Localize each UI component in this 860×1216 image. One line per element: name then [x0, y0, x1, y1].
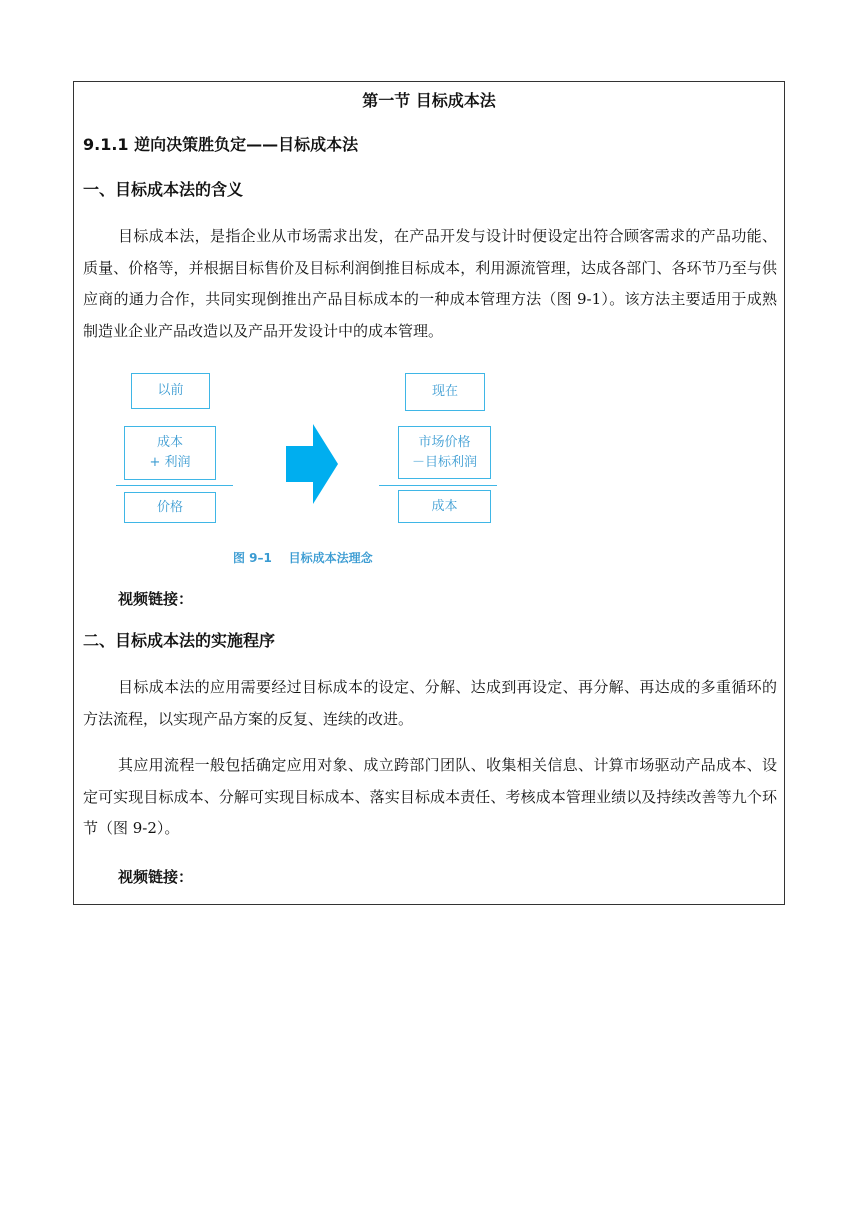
section-title: 第一节 目标成本法	[362, 91, 496, 110]
part2-paragraph-1: 目标成本法的应用需要经过目标成本的设定、分解、达成到再设定、再分解、再达成的多重循环的方法流程，以实现产品方案的反复、连续的改进。	[83, 678, 777, 728]
subsection-title: 9.1.1 逆向决策胜负定——目标成本法	[83, 135, 359, 154]
figure-box-cost-plus-profit	[124, 426, 216, 480]
figure-box-cost-label: 成本	[156, 435, 183, 450]
figure-box-market-price-label: 市场价格	[418, 434, 471, 450]
figure-divider-left	[116, 485, 233, 486]
figure-box-before: 以前	[131, 373, 210, 409]
figure-box-now: 现在	[405, 373, 485, 411]
video-link-label-2[interactable]: 视频链接：	[118, 868, 194, 886]
part1-heading: 一、目标成本法的含义	[83, 180, 244, 199]
video-link-label-1[interactable]: 视频链接：	[118, 590, 194, 608]
figure-caption: 图 9–1 目标成本法理念	[233, 551, 373, 565]
figure-box-minus-target-profit-label: －目标利润	[411, 454, 477, 470]
arrow-right-icon	[286, 424, 338, 504]
part2-heading: 二、目标成本法的实施程序	[83, 631, 276, 650]
figure-divider-right	[379, 485, 497, 486]
figure-box-price: 价格	[124, 492, 216, 523]
figure-box-market-price-minus-profit	[398, 426, 491, 479]
content-frame	[73, 81, 785, 905]
figure-box-plus-profit-label: + 利润	[149, 455, 191, 470]
part1-paragraph: 目标成本法，是指企业从市场需求出发，在产品开发与设计时便设定出符合顾客需求的产品功能、质量、价格等，并根据目标售价及目标利润倒推目标成本，利用源流管理，达成各部门、各环节乃至与供应商的通力合作，共同实现倒推出产品目标成本的一种成本管理方法（图 9-1）。该方法主要适用于成熟制造业企业产品改造以及产品开发设计中的成本管理。	[83, 227, 777, 340]
part2-paragraph-2: 其应用流程一般包括确定应用对象、成立跨部门团队、收集相关信息、计算市场驱动产品成本、设定可实现目标成本、分解可实现目标成本、落实目标成本责任、考核成本管理业绩以及持续改善等九个环节（图 9-2）。	[83, 756, 777, 837]
target-cost-figure	[114, 369, 534, 569]
figure-box-cost: 成本	[398, 490, 491, 523]
